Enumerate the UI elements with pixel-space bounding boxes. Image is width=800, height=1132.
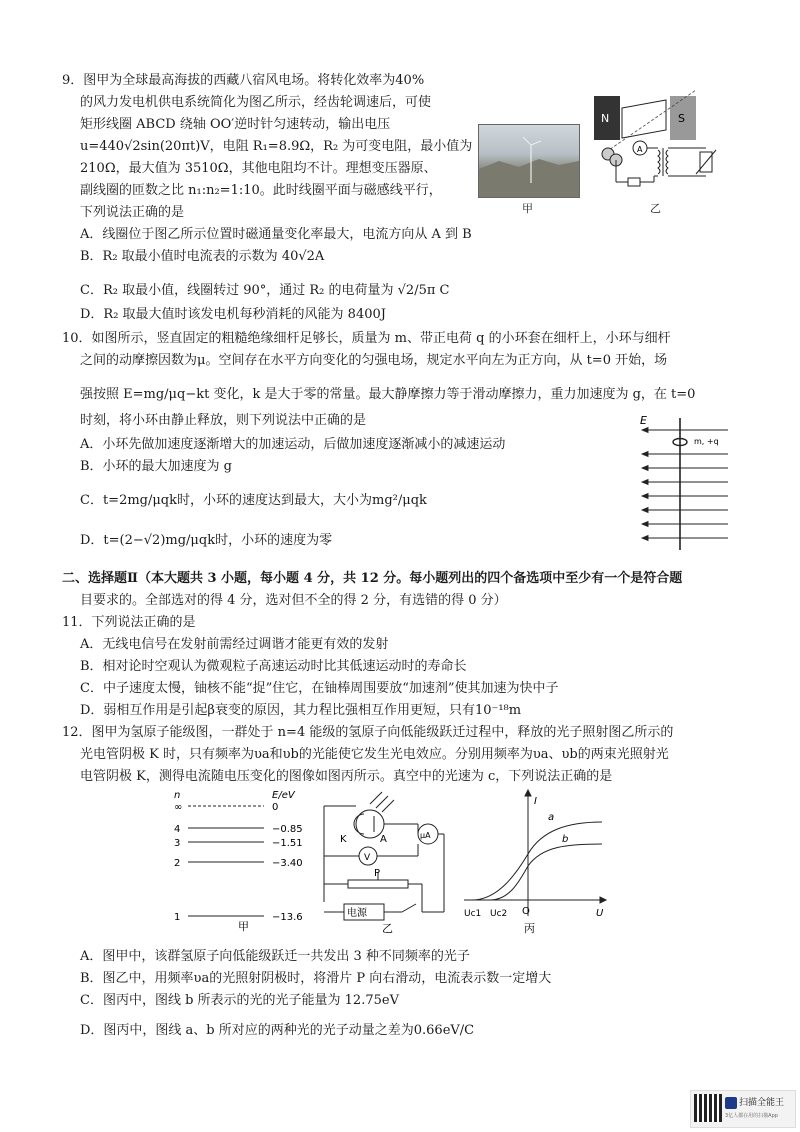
- energy-level-n: 1: [174, 912, 181, 923]
- q10-line-2: 之间的动摩擦因数为μ。空间存在水平方向变化的匀强电场，规定水平向左为正方向，从 t=0 开始，场: [80, 353, 668, 368]
- energy-level-n: 2: [174, 858, 181, 869]
- scanner-watermark: [690, 1090, 796, 1128]
- energy-level-diagram: [168, 784, 328, 934]
- cs-logo-icon: [725, 1097, 737, 1109]
- energy-level-value: 0: [272, 802, 279, 813]
- q9-option-a: A．线圈位于图乙所示位置时磁通量变化率最大，电流方向从 A 到 B: [80, 227, 472, 242]
- levels-n-label: n: [174, 790, 181, 801]
- q9-option-c: C．R₂ 取最小值，线圈转过 90°，通过 R₂ 的电荷量为 √2/5π C: [80, 283, 450, 298]
- q11-option-d: D．弱相互作用是引起β衰变的原因，其力程比强相互作用更短，只有10⁻¹⁸m: [80, 703, 522, 718]
- q12-option-a: A．图甲中，该群氢原子向低能级跃迁一共发出 3 种不同频率的光子: [80, 949, 470, 964]
- generator-circuit-diagram: [586, 90, 726, 210]
- electric-field-rod-diagram: [628, 412, 738, 552]
- axis-i-label: I: [534, 796, 537, 807]
- q9-line-3: 矩形线圈 ABCD 绕轴 OO′逆时针匀速转动，输出电压: [80, 117, 391, 132]
- watermark-brand: 扫描全能王: [739, 1098, 785, 1108]
- q9-line-6: 副线圈的匝数之比 n₁:n₂=1:10。此时线圈平面与磁感线平行，: [80, 183, 442, 198]
- power-source-label: 电源: [347, 908, 367, 919]
- uc1-label: Uc1: [464, 909, 482, 919]
- q11-option-a: A．无线电信号在发射前需经过调谐才能更有效的发射: [80, 637, 389, 652]
- q11-stem: 11．下列说法正确的是: [62, 615, 196, 630]
- q12-line-2: 光电管阴极 K 时，只有频率为υa和υb的光能使它发生光电效应。分别用频率为υa、υb的两束光照射光: [80, 747, 669, 762]
- svg-text:N: N: [601, 112, 610, 125]
- voltmeter-label: V: [364, 853, 371, 863]
- q10-option-c: C．t=2mg/μqk时，小环的速度达到最大，大小为mg²/μqk: [80, 493, 427, 508]
- q11-option-c: C．中子速度太慢，铀核不能“捉”住它，在铀棒周围要放“加速剂”使其加速为快中子: [80, 681, 559, 696]
- energy-level-value: −1.51: [272, 838, 303, 849]
- energy-level-value: −3.40: [272, 858, 303, 869]
- energy-level-value: −0.85: [272, 824, 303, 835]
- q10-line-3: 强按照 E=mg/μq−kt 变化，k 是大于零的常量。最大静摩擦力等于滑动摩擦力，重力加速度为 g，在 t=0: [80, 387, 696, 402]
- q11-option-b: B．相对论时空观认为微观粒子高速运动时比其低速运动时的寿命长: [80, 659, 467, 674]
- q12-option-c: C．图丙中，图线 b 所表示的光的光子能量为 12.75eV: [80, 993, 399, 1008]
- qr-code-icon: [694, 1094, 722, 1122]
- section-2-heading: 二、选择题Ⅱ（本大题共 3 小题，每小题 4 分，共 12 分。每小题列出的四个备选项中至少有一个是符合题: [62, 571, 683, 586]
- q9-fig-jia-caption: 甲: [522, 202, 533, 215]
- curve-b-label: b: [562, 834, 569, 845]
- q9-line-2: 的风力发电机供电系统简化为图乙所示，经齿轮调速后，可使: [80, 95, 432, 110]
- curve-a-label: a: [548, 812, 555, 823]
- cathode-k-label: K: [340, 834, 347, 845]
- q9-fig-yi-caption: 乙: [650, 202, 661, 215]
- q12-line-1: 12．图甲为氢原子能级图，一群处于 n=4 能级的氢原子向低能级跃迁过程中，释放的光子照射图乙所示的: [62, 725, 674, 740]
- iv-caption: 丙: [524, 922, 535, 934]
- q9-option-d: D．R₂ 取最大值时该发电机每秒消耗的风能为 8400J: [80, 307, 386, 322]
- q9-option-b: B．R₂ 取最小值时电流表的示数为 40√2A: [80, 249, 325, 264]
- q9-line-4: u=440√2sin(20πt)V，电阻 R₁=8.9Ω，R₂ 为可变电阻，最小值为: [80, 139, 473, 154]
- q12-option-d: D．图丙中，图线 a、b 所对应的两种光的光子动量之差为0.66eV/C: [80, 1023, 475, 1038]
- iu-curve-graph: [458, 784, 608, 934]
- watermark-sub: 3亿人都在用的扫描App: [725, 1113, 778, 1119]
- levels-e-label: E/eV: [272, 790, 295, 801]
- energy-level-n: 3: [174, 838, 181, 849]
- microammeter-label: μA: [420, 831, 431, 840]
- origin-label: O: [522, 906, 530, 917]
- q12-line-3: 电管阴极 K，测得电流随电压变化的图像如图丙所示。真空中的光速为 c，下列说法正确的是: [80, 769, 613, 784]
- energy-level-n: ∞: [174, 802, 183, 813]
- wind-farm-photo: [478, 124, 580, 198]
- field-label-e: E: [640, 414, 647, 427]
- uc2-label: Uc2: [490, 909, 508, 919]
- slider-p-label: P: [374, 868, 381, 879]
- axis-u-label: U: [596, 908, 604, 919]
- ring-label: m, +q: [694, 437, 719, 446]
- levels-caption: 甲: [238, 920, 249, 933]
- svg-text:S: S: [678, 112, 685, 125]
- energy-level-n: 4: [174, 824, 181, 835]
- q9-line-5: 210Ω，最大值为 3510Ω，其他电阻均不计。理想变压器原、: [80, 161, 437, 176]
- section-2-note: 目要求的。全部选对的得 4 分，选对但不全的得 2 分，有选错的得 0 分）: [80, 593, 507, 608]
- q10-line-1: 10．如图所示，竖直固定的粗糙绝缘细杆足够长，质量为 m、带正电荷 q 的小环套在细杆上，小环与细杆: [62, 331, 671, 346]
- anode-a-label: A: [380, 834, 387, 845]
- energy-level-value: −13.6: [272, 912, 303, 923]
- q9-line-1: 9．图甲为全球最高海拔的西藏八宿风电场。将转化效率为40%: [62, 73, 425, 88]
- circuit-caption: 乙: [382, 922, 393, 934]
- photoelectric-circuit-diagram: [322, 784, 452, 934]
- q10-option-b: B．小环的最大加速度为 g: [80, 459, 233, 474]
- q10-option-a: A．小环先做加速度逐渐增大的加速运动，后做加速度逐渐减小的减速运动: [80, 437, 506, 452]
- q10-line-4: 时刻，将小环由静止释放，则下列说法中正确的是: [80, 413, 367, 428]
- svg-text:A: A: [637, 145, 643, 154]
- q10-option-d: D．t=(2−√2)mg/μqk时，小环的速度为零: [80, 533, 333, 548]
- q9-line-7: 下列说法正确的是: [80, 205, 185, 220]
- q12-option-b: B．图乙中，用频率υa的光照射阴极时，将滑片 P 向右滑动，电流表示数一定增大: [80, 971, 552, 986]
